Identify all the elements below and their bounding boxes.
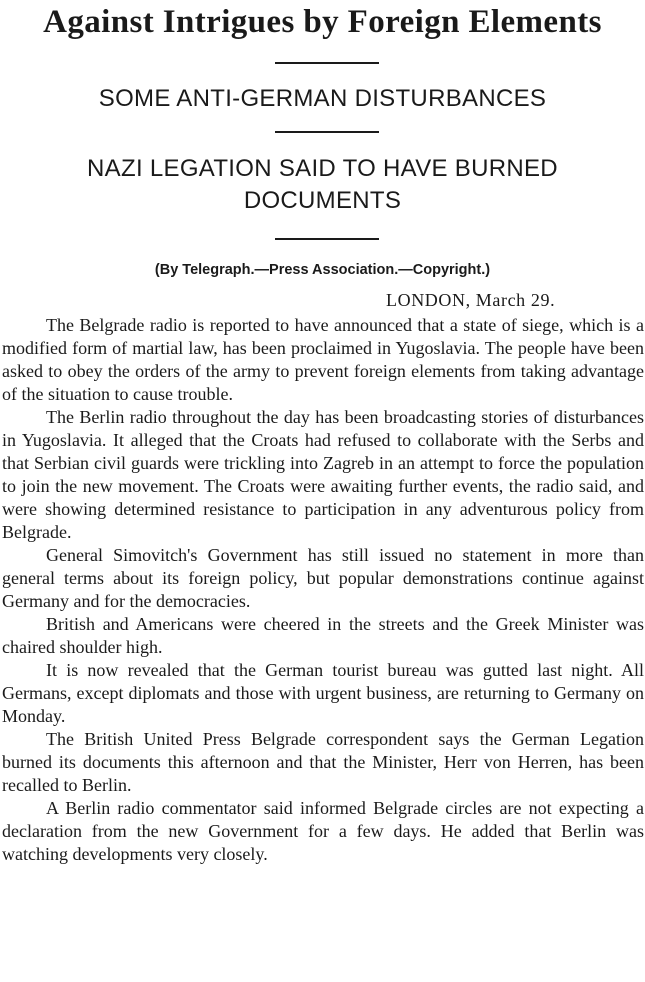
divider-rule (275, 238, 379, 240)
paragraph: British and Americans were cheered in the streets and the Greek Minister was chaired shoulder high. (2, 614, 644, 657)
paragraph: The Berlin radio throughout the day has been broadcasting stories of disturbances in Yugoslavia. It alleged that the Croats had refused to collaborate with the Serbs and that Serbian civil guards were trickling into Zagreb in an attempt to force the population to join the new movement. The Croats were awaiting further events, the radio said, and were showing determined resistance to participation in any adventurous policy from Belgrade. (2, 407, 644, 542)
subheading-disturbances: SOME ANTI-GERMAN DISTURBANCES (98, 85, 547, 112)
byline: (By Telegraph.—Press Association.—Copyright.) (154, 262, 491, 278)
divider-rule (275, 62, 379, 64)
paragraph: A Berlin radio commentator said informed Belgrade circles are not expecting a declaration from the new Government for a few days. He added that Berlin was watching developments very closely. (2, 798, 644, 864)
dateline: LONDON, March 29. (386, 290, 556, 310)
paragraph: The British United Press Belgrade correspondent says the German Legation burned its documents this afternoon and that the Minister, Herr von Herren, has been recalled to Berlin. (2, 729, 644, 795)
paragraph: It is now revealed that the German tourist bureau was gutted last night. All Germans, except diplomats and those with urgent business, are returning to Germany on Monday. (2, 660, 644, 726)
article-body (2, 314, 644, 866)
subheading-legation: NAZI LEGATION SAID TO HAVE BURNED DOCUMENTS (87, 155, 558, 214)
headline: Against Intrigues by Foreign Elements (43, 4, 602, 40)
paragraph: The Belgrade radio is reported to have announced that a state of siege, which is a modified form of martial law, has been proclaimed in Yugoslavia. The people have been asked to obey the orders of the army to prevent foreign elements from taking advantage of the situation to cause trouble. (2, 315, 644, 404)
paragraph: General Simovitch's Government has still issued no statement in more than general terms about its foreign policy, but popular demonstrations continue against Germany and for the democracies. (2, 545, 644, 611)
divider-rule (275, 131, 379, 133)
